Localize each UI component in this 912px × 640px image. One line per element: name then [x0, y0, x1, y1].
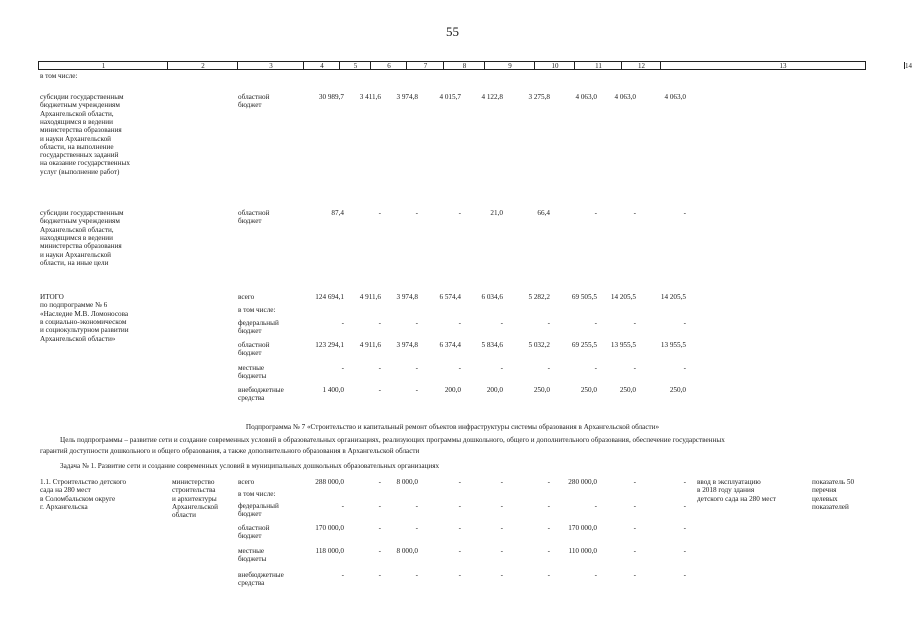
activity-name: сада на 280 мест: [40, 486, 91, 495]
row-name: и науки Архангельской: [40, 134, 112, 143]
funding-source: местные: [238, 364, 265, 372]
value-cell: -: [415, 571, 418, 579]
header-divider: [443, 62, 444, 69]
funding-source: средства: [238, 579, 265, 588]
funding-source: областной: [238, 209, 270, 217]
value-cell: 13 955,5: [660, 341, 686, 349]
value-cell: -: [415, 319, 418, 327]
value-cell: -: [633, 319, 636, 327]
funding-source: бюджет: [238, 510, 262, 519]
value-cell: 8 000,0: [396, 547, 418, 555]
total-name: по подпрограмме № 6: [40, 301, 108, 310]
value-cell: -: [547, 571, 550, 579]
total-name: ИТОГО: [40, 293, 64, 301]
value-cell: -: [683, 478, 686, 486]
value-cell: -: [633, 502, 636, 510]
activity-name: 1.1. Строительство детского: [40, 478, 127, 486]
executor: области: [172, 511, 197, 520]
header-divider: [406, 62, 407, 69]
funding-source: федеральный: [238, 319, 279, 327]
funding-source: в том числе:: [238, 490, 276, 498]
funding-source: внебюджетные: [238, 571, 284, 579]
row-name: находящимся в ведении: [40, 117, 113, 126]
value-cell: -: [415, 209, 418, 217]
value-cell: 14 205,5: [660, 293, 686, 301]
activity-name: в Соломбальском округе: [40, 494, 116, 503]
value-cell: 170 000,0: [568, 524, 597, 532]
row-name: государственных заданий: [40, 151, 119, 160]
row-name: области, на иные цели: [40, 258, 109, 267]
value-cell: 4 063,0: [664, 93, 686, 101]
value-cell: -: [378, 524, 381, 532]
subprogram-goal: Цель подпрограммы – развитие сети и создание современных условий в образовательных организациях, реализующих программы дошкольного, общего и дополнительного образования, обеспечение государственных: [60, 436, 725, 444]
value-cell: -: [458, 547, 461, 555]
value-cell: 3 974,8: [396, 93, 418, 101]
value-cell: 13 955,5: [610, 341, 636, 349]
value-cell: 4 063,0: [614, 93, 636, 101]
value-cell: 200,0: [486, 386, 503, 394]
column-number-8: 8: [462, 62, 467, 70]
value-cell: -: [500, 547, 503, 555]
value-cell: -: [458, 502, 461, 510]
row-name: области, на выполнение: [40, 142, 114, 151]
value-cell: -: [683, 364, 686, 372]
value-cell: -: [341, 571, 344, 579]
expected-result: ввод в эксплуатацию: [697, 478, 761, 486]
value-cell: -: [458, 319, 461, 327]
task-title: Задача № 1. Развитие сети и создание современных условий в муниципальных дошкольных образовательных организациях: [60, 462, 440, 470]
value-cell: 3 411,6: [359, 93, 381, 101]
funding-source: всего: [238, 293, 255, 301]
value-cell: -: [547, 319, 550, 327]
value-cell: -: [341, 364, 344, 372]
header-divider: [534, 62, 535, 69]
funding-source: областной: [238, 341, 270, 349]
value-cell: 6 034,6: [481, 293, 503, 301]
value-cell: -: [378, 386, 381, 394]
value-cell: -: [378, 364, 381, 372]
value-cell: -: [594, 571, 597, 579]
value-cell: -: [458, 209, 461, 217]
column-number-3: 3: [269, 62, 273, 70]
value-cell: -: [633, 571, 636, 579]
value-cell: -: [683, 571, 686, 579]
column-number-14: 14: [905, 62, 912, 70]
header-divider: [574, 62, 575, 69]
value-cell: -: [500, 571, 503, 579]
value-cell: -: [378, 319, 381, 327]
total-name: «Наследие М.В. Ломоносова: [40, 309, 129, 318]
value-cell: 69 255,5: [571, 341, 597, 349]
value-cell: -: [633, 478, 636, 486]
in-that-label: в том числе:: [40, 72, 78, 80]
value-cell: 118 000,0: [315, 547, 344, 555]
column-number-6: 6: [387, 62, 391, 70]
value-cell: 280 000,0: [568, 478, 597, 486]
funding-source: бюджеты: [238, 555, 267, 564]
value-cell: 30 989,7: [318, 93, 344, 101]
value-cell: -: [378, 547, 381, 555]
funding-source: местные: [238, 547, 265, 555]
column-number-12: 12: [638, 62, 645, 70]
subprogram-goal: гарантий доступности дошкольного и общего образования, а также дополнительного образования в Архангельской области: [40, 447, 420, 455]
row-name: министерства образования: [40, 126, 122, 135]
column-number-7: 7: [423, 62, 428, 70]
value-cell: -: [633, 364, 636, 372]
value-cell: -: [378, 478, 381, 486]
value-cell: 3 974,8: [396, 341, 418, 349]
row-name: находящимся в ведении: [40, 233, 113, 242]
value-cell: -: [633, 524, 636, 532]
value-cell: -: [547, 524, 550, 532]
indicator: показатель 50: [812, 478, 855, 486]
value-cell: 66,4: [537, 209, 550, 217]
total-name: и социокультурном развитии: [40, 326, 129, 335]
value-cell: -: [500, 319, 503, 327]
row-name: бюджетным учреждениям: [40, 101, 120, 110]
activity-name: г. Архангельска: [40, 502, 88, 511]
funding-source: федеральный: [238, 502, 279, 510]
value-cell: -: [500, 478, 503, 486]
header-divider: [167, 62, 168, 69]
value-cell: 110 000,0: [568, 547, 597, 555]
value-cell: -: [594, 319, 597, 327]
value-cell: -: [683, 524, 686, 532]
value-cell: 200,0: [444, 386, 461, 394]
value-cell: -: [500, 502, 503, 510]
value-cell: 14 205,5: [610, 293, 636, 301]
funding-source: бюджет: [238, 532, 262, 541]
total-name: в социально-экономическом: [40, 317, 127, 326]
value-cell: -: [633, 547, 636, 555]
value-cell: 250,0: [669, 386, 686, 394]
value-cell: -: [500, 524, 503, 532]
column-number-4: 4: [320, 62, 324, 70]
row-name: и науки Архангельской: [40, 250, 112, 259]
value-cell: 5 032,2: [528, 341, 550, 349]
funding-source: бюджет: [238, 217, 262, 226]
row-name: на оказание государственных: [40, 159, 130, 168]
value-cell: 123 294,1: [315, 341, 344, 349]
value-cell: 4 911,6: [359, 341, 381, 349]
value-cell: -: [594, 209, 597, 217]
row-name: министерства образования: [40, 242, 122, 251]
value-cell: 250,0: [619, 386, 636, 394]
row-name: субсидии государственным: [40, 209, 124, 217]
value-cell: -: [415, 386, 418, 394]
value-cell: -: [415, 502, 418, 510]
indicator: перечня: [812, 486, 837, 495]
value-cell: 5 834,6: [481, 341, 503, 349]
row-name: Архангельской области,: [40, 225, 114, 234]
value-cell: 5 282,2: [528, 293, 550, 301]
column-number-2: 2: [201, 62, 205, 70]
page-number: 55: [446, 24, 459, 39]
value-cell: -: [633, 209, 636, 217]
value-cell: 4 015,7: [439, 93, 461, 101]
value-cell: 1 400,0: [322, 386, 344, 394]
funding-source: областной: [238, 93, 270, 101]
value-cell: -: [458, 524, 461, 532]
funding-source: бюджет: [238, 101, 262, 110]
indicator: целевых: [812, 494, 838, 503]
value-cell: 21,0: [490, 209, 503, 217]
column-number-1: 1: [101, 62, 106, 70]
value-cell: 170 000,0: [315, 524, 344, 532]
value-cell: -: [458, 364, 461, 372]
value-cell: -: [683, 547, 686, 555]
value-cell: -: [683, 209, 686, 217]
expected-result: детского сада на 280 мест: [697, 494, 776, 503]
row-name: бюджетным учреждениям: [40, 217, 120, 226]
row-name: услуг (выполнение работ): [40, 167, 120, 176]
value-cell: 4 911,6: [359, 293, 381, 301]
funding-source: внебюджетные: [238, 386, 284, 394]
column-number-header: [38, 61, 912, 70]
value-cell: 87,4: [331, 209, 344, 217]
column-number-10: 10: [551, 62, 559, 70]
value-cell: 8 000,0: [396, 478, 418, 486]
subprogram-title: Подпрограмма № 7 «Строительство и капитальный ремонт объектов инфраструктуры системы образования в Архангельской области»: [245, 423, 660, 431]
value-cell: 3 275,8: [528, 93, 550, 101]
value-cell: 250,0: [580, 386, 597, 394]
value-cell: 6 374,4: [439, 341, 461, 349]
header-divider: [904, 62, 905, 69]
value-cell: -: [341, 319, 344, 327]
header-divider: [237, 62, 238, 69]
total-name: Архангельской области»: [40, 334, 116, 343]
value-cell: -: [547, 364, 550, 372]
value-cell: -: [594, 502, 597, 510]
value-cell: -: [683, 502, 686, 510]
value-cell: -: [683, 319, 686, 327]
row-name: субсидии государственным: [40, 93, 124, 101]
column-number-5: 5: [353, 62, 358, 70]
expected-result: в 2018 году здания: [697, 486, 755, 495]
indicator: показателей: [812, 502, 849, 511]
value-cell: -: [458, 478, 461, 486]
value-cell: -: [415, 364, 418, 372]
value-cell: -: [547, 478, 550, 486]
value-cell: -: [378, 571, 381, 579]
column-number-11: 11: [595, 62, 602, 70]
funding-source: бюджет: [238, 327, 262, 336]
header-divider: [484, 62, 485, 69]
value-cell: 250,0: [533, 386, 550, 394]
executor: Архангельской: [172, 502, 218, 511]
header-divider: [621, 62, 622, 69]
executor: и архитектуры: [172, 494, 217, 503]
header-divider: [660, 62, 661, 69]
header-divider: [370, 62, 371, 69]
funding-source: бюджет: [238, 349, 262, 358]
funding-source: в том числе:: [238, 306, 276, 314]
value-cell: 69 505,5: [571, 293, 597, 301]
executor: строительства: [172, 486, 216, 495]
row-name: Архангельской области,: [40, 109, 114, 118]
value-cell: 4 063,0: [575, 93, 597, 101]
column-number-13: 13: [779, 62, 787, 70]
value-cell: -: [341, 502, 344, 510]
column-number-9: 9: [508, 62, 512, 70]
funding-source: всего: [238, 478, 255, 486]
header-divider: [339, 62, 340, 69]
value-cell: -: [547, 502, 550, 510]
funding-source: бюджеты: [238, 372, 267, 381]
value-cell: 6 574,4: [439, 293, 461, 301]
value-cell: -: [500, 364, 503, 372]
value-cell: -: [458, 571, 461, 579]
funding-source: средства: [238, 394, 265, 403]
value-cell: -: [547, 547, 550, 555]
value-cell: 3 974,8: [396, 293, 418, 301]
header-divider: [303, 62, 304, 69]
value-cell: 288 000,0: [315, 478, 344, 486]
executor: министерство: [172, 478, 215, 486]
value-cell: -: [415, 524, 418, 532]
value-cell: -: [594, 364, 597, 372]
value-cell: 124 694,1: [315, 293, 344, 301]
value-cell: -: [378, 209, 381, 217]
value-cell: -: [378, 502, 381, 510]
value-cell: 4 122,8: [481, 93, 503, 101]
funding-source: областной: [238, 524, 270, 532]
